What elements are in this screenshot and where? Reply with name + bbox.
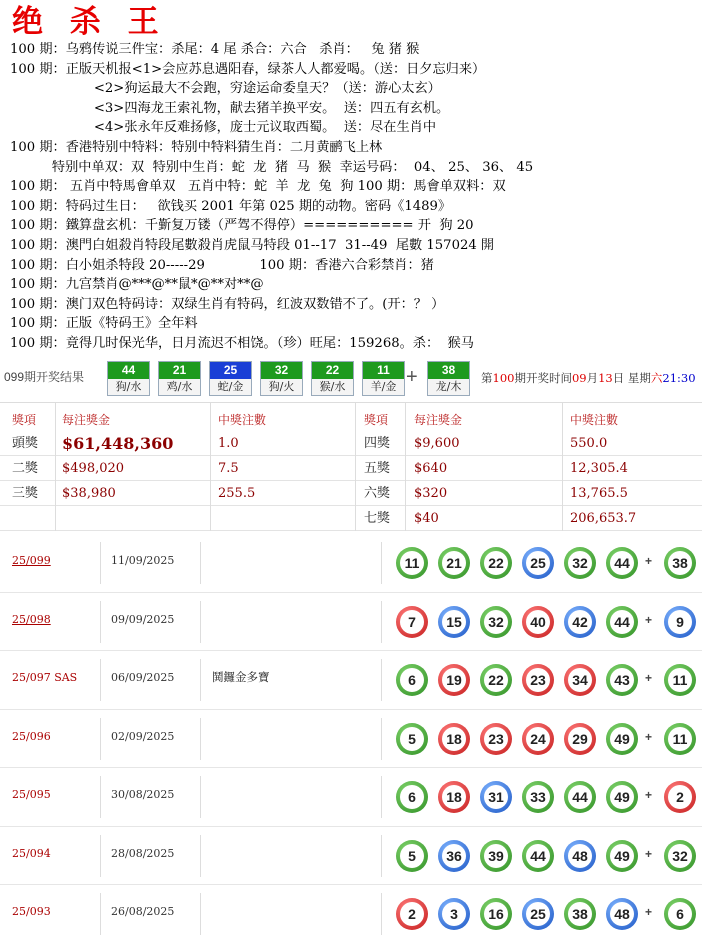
plus-sign: +: [645, 729, 653, 744]
ball-number: 32: [568, 551, 592, 575]
ball-number: 38: [668, 551, 692, 575]
lottery-ball: [522, 840, 554, 872]
column-divider: [200, 659, 201, 701]
prize-row: [0, 431, 702, 456]
ball-number: 15: [442, 610, 466, 634]
draw-ball-zodiac: 羊/金: [370, 380, 397, 393]
lottery-ball: [396, 547, 428, 579]
draw-ball-zodiac: 猴/水: [319, 380, 346, 393]
special-ball: [664, 547, 696, 579]
column-divider: [100, 542, 101, 584]
prize-amount: $640: [414, 461, 448, 476]
plus-sign: +: [645, 846, 653, 861]
prediction-line: 100 期：竟得几时保光华，日月流迟不相饶。（珍）旺尾：159268。杀： 猴马: [10, 335, 474, 351]
history-date: 06/09/2025: [111, 671, 175, 684]
ball-number: 44: [610, 610, 634, 634]
ball-number: 3: [442, 902, 466, 926]
history-issue-link[interactable]: 25/098: [12, 612, 51, 626]
draw-ball-number: 38: [428, 362, 469, 379]
prediction-line: 100 期：澳门双色特码诗：双绿生肖有特码，红波双数错不了。(开：？ ）: [10, 296, 445, 312]
prize-amount: $61,448,360: [62, 434, 174, 453]
prize-count: 7.5: [218, 461, 239, 476]
special-ball: [664, 664, 696, 696]
lottery-ball: [396, 781, 428, 813]
draw-label: 099期开奖结果: [4, 370, 85, 384]
plus-sign: +: [645, 612, 653, 627]
prize-amount: $498,020: [62, 461, 125, 476]
prize-count: 206,653.7: [570, 511, 637, 526]
lottery-ball: [438, 547, 470, 579]
special-ball: [664, 606, 696, 638]
history-row: [0, 885, 702, 937]
draw-ball-number: 44: [108, 362, 149, 379]
draw-ball-zodiac: 蛇/金: [217, 380, 244, 393]
history-note: 鬨鑼金多寶: [212, 670, 270, 684]
prediction-line: 特别中单双：双 特别中生肖：蛇 龙 猪 马 猴 幸运号码： 04、 25、 36、 45: [10, 159, 534, 175]
column-divider: [100, 835, 101, 877]
ball-number: 48: [568, 844, 592, 868]
prize-count: 1.0: [218, 436, 239, 451]
ball-number: 42: [568, 610, 592, 634]
lottery-ball: [564, 898, 596, 930]
prize-count: 550.0: [570, 436, 608, 451]
ball-number: 21: [442, 551, 466, 575]
plus-sign: +: [645, 554, 653, 568]
prize-row: [0, 506, 702, 531]
lottery-ball: [564, 547, 596, 579]
prize-header-count: 中獎注數: [218, 413, 267, 427]
prize-count: 13,765.5: [570, 486, 628, 501]
draw-ball-zodiac: 鸡/水: [166, 380, 193, 393]
ball-number: 49: [610, 727, 634, 751]
history-row: [0, 651, 702, 710]
history-date: 26/08/2025: [111, 905, 175, 918]
ball-number: 49: [610, 785, 634, 809]
column-divider: [100, 601, 101, 643]
lottery-ball: [438, 781, 470, 813]
history-row: [0, 768, 702, 827]
ball-number: 16: [484, 902, 508, 926]
lottery-ball: [606, 898, 638, 930]
lottery-ball: [396, 664, 428, 696]
history-issue-link[interactable]: 25/094: [12, 846, 51, 860]
ball-number: 38: [568, 902, 592, 926]
lottery-ball: [480, 840, 512, 872]
prize-grid-line: [405, 403, 406, 531]
ball-number: 6: [400, 668, 424, 692]
prize-amount: $9,600: [414, 436, 460, 451]
ball-number: 22: [484, 551, 508, 575]
lottery-ball: [522, 781, 554, 813]
prize-amount: $38,980: [62, 486, 116, 501]
history-date: 09/09/2025: [111, 612, 175, 626]
column-divider: [381, 659, 382, 701]
plus-sign: +: [645, 905, 653, 919]
history-row: [0, 710, 702, 769]
prediction-lines: [10, 40, 700, 354]
prize-header-amount: 每注獎金: [414, 413, 463, 427]
ball-number: 9: [668, 610, 692, 634]
draw-ball-zodiac: 狗/水: [115, 380, 142, 393]
lottery-ball: [522, 547, 554, 579]
prize-count: 255.5: [218, 486, 256, 501]
lottery-ball: [606, 547, 638, 579]
history-row: [0, 534, 702, 593]
lottery-ball: [438, 723, 470, 755]
ball-number: 6: [668, 902, 692, 926]
ball-number: 44: [610, 551, 634, 575]
prediction-line: 100 期：乌鸦传说三件宝：杀尾：4 尾 杀合：六合 杀肖： 兔 猪 猴: [10, 42, 420, 57]
ball-number: 23: [484, 727, 508, 751]
plus-sign: +: [645, 671, 653, 685]
ball-number: 34: [568, 668, 592, 692]
prediction-line: 100 期：白小姐杀特段 20-----29 100 期：香港六合彩禁肖：猪: [10, 257, 434, 273]
prize-name: 二獎: [12, 461, 39, 476]
lottery-ball: [396, 723, 428, 755]
ball-number: 44: [568, 785, 592, 809]
ball-number: 2: [668, 785, 692, 809]
ball-number: 31: [484, 785, 508, 809]
prediction-line: 100 期：香港特别中特料：特别中特料猜生肖：二月黄鹂飞上林: [10, 139, 383, 155]
lottery-ball: [564, 781, 596, 813]
ball-number: 44: [526, 844, 550, 868]
prize-amount: $40: [414, 511, 439, 526]
column-divider: [381, 542, 382, 584]
ball-number: 18: [442, 727, 466, 751]
ball-number: 18: [442, 785, 466, 809]
draw-ball: [260, 361, 303, 396]
draw-ball-number: 22: [312, 362, 353, 379]
prize-name: 六獎: [364, 486, 391, 501]
history-issue-link[interactable]: 25/097 SAS: [12, 671, 78, 684]
lottery-ball: [564, 664, 596, 696]
lottery-ball: [438, 840, 470, 872]
prediction-line: 100 期： 五肖中特馬會单双 五肖中特：蛇 羊 龙 兔 狗 100 期：馬會单双料：双: [10, 179, 506, 195]
ball-number: 25: [526, 902, 550, 926]
prize-amount: $320: [414, 486, 448, 501]
history-date: 02/09/2025: [111, 729, 175, 743]
prize-grid-line: [55, 403, 56, 531]
lottery-ball: [522, 723, 554, 755]
draw-ball: [362, 361, 405, 396]
ball-number: 33: [526, 785, 550, 809]
lottery-ball: [480, 664, 512, 696]
draw-ball: [311, 361, 354, 396]
draw-ball-number: 21: [159, 362, 200, 379]
prize-grid-line: [355, 403, 356, 531]
history-row: [0, 593, 702, 652]
prize-header-amount: 每注獎金: [62, 413, 111, 427]
draw-ball: [209, 361, 252, 396]
column-divider: [200, 893, 201, 935]
ball-number: 6: [400, 785, 424, 809]
prize-row: [0, 481, 702, 506]
history-issue-link[interactable]: 25/093: [12, 905, 51, 918]
prize-table: [0, 402, 702, 530]
plus-sign: +: [645, 788, 653, 802]
prediction-line: <2>狗运最大不会跑，穷途运命委皇天？（送：游心太玄）: [10, 81, 441, 97]
next-draw-info: 第100期开奖时间09月13日 星期六21:30: [481, 371, 696, 385]
prediction-line: 100 期：九宫禁肖@***@**鼠*@**对**@: [10, 277, 264, 293]
column-divider: [100, 659, 101, 701]
draw-ball-number: 32: [261, 362, 302, 379]
draw-ball: [158, 361, 201, 396]
lottery-ball: [606, 723, 638, 755]
prize-header-name: 獎項: [364, 413, 389, 427]
ball-number: 23: [526, 668, 550, 692]
column-divider: [200, 718, 201, 760]
lottery-ball: [564, 723, 596, 755]
special-ball: [664, 840, 696, 872]
lottery-ball: [522, 664, 554, 696]
history-date: 28/08/2025: [111, 846, 175, 860]
prize-name: 三獎: [12, 486, 39, 501]
lottery-ball: [480, 898, 512, 930]
ball-number: 32: [484, 610, 508, 634]
draw-ball-zodiac: 龙/木: [435, 380, 462, 393]
lottery-ball: [522, 898, 554, 930]
prize-name: 四獎: [364, 436, 391, 451]
prediction-line: <4>张永年反难扬修，庞士元议取西蜀。 送：尽在生肖中: [10, 120, 437, 136]
lottery-ball: [480, 781, 512, 813]
ball-number: 25: [526, 551, 550, 575]
lottery-ball: [438, 664, 470, 696]
ball-number: 24: [526, 727, 550, 751]
prize-name: 七獎: [364, 511, 391, 526]
column-divider: [381, 601, 382, 643]
history-row: [0, 827, 702, 886]
lottery-ball: [438, 606, 470, 638]
draw-ball-number: 25: [210, 362, 251, 379]
ball-number: 11: [668, 668, 692, 692]
lottery-ball: [606, 840, 638, 872]
prize-grid-line: [562, 403, 563, 531]
ball-number: 5: [400, 727, 424, 751]
ball-number: 22: [484, 668, 508, 692]
lottery-ball: [564, 840, 596, 872]
ball-number: 39: [484, 844, 508, 868]
lottery-ball: [396, 840, 428, 872]
lottery-ball: [606, 781, 638, 813]
ball-number: 11: [400, 551, 424, 575]
latest-draw-bar: [0, 360, 702, 398]
page-title: 绝 杀 王: [12, 4, 167, 40]
draw-ball-number: 11: [363, 362, 404, 379]
prize-name: 五獎: [364, 461, 391, 476]
ball-number: 5: [400, 844, 424, 868]
lottery-ball: [564, 606, 596, 638]
plus-sign: +: [406, 366, 418, 388]
prediction-line: 100 期：正版天机报<1>会应苏息遇阳春，绿茶人人都爱喝。（送：日夕忘归来）: [10, 61, 486, 77]
lottery-ball: [396, 898, 428, 930]
draw-ball-zodiac: 狗/火: [268, 380, 295, 393]
ball-number: 19: [442, 668, 466, 692]
prize-header-count: 中獎注數: [570, 413, 619, 427]
ball-number: 36: [442, 844, 466, 868]
lottery-ball: [606, 664, 638, 696]
lottery-ball: [606, 606, 638, 638]
draw-ball: [107, 361, 150, 396]
column-divider: [381, 893, 382, 935]
special-ball: [664, 781, 696, 813]
special-ball: [664, 898, 696, 930]
draw-special-ball: [427, 361, 470, 396]
history-date: 30/08/2025: [111, 788, 175, 801]
ball-number: 11: [668, 727, 692, 751]
ball-number: 2: [400, 902, 424, 926]
lottery-ball: [480, 723, 512, 755]
column-divider: [100, 718, 101, 760]
history-issue-link[interactable]: 25/095: [12, 788, 51, 801]
prize-header-name: 獎項: [12, 413, 37, 427]
prediction-line: 100 期：鐵算盘玄机：千斳复万镂（严驾不得停）========== 开 狗 20: [10, 218, 474, 234]
lottery-ball: [480, 606, 512, 638]
ball-number: 32: [668, 844, 692, 868]
prediction-line: 100 期：正版《特码王》全年料: [10, 316, 198, 332]
history-issue-link[interactable]: 25/099: [12, 554, 51, 567]
column-divider: [381, 718, 382, 760]
lottery-ball: [480, 547, 512, 579]
ball-number: 7: [400, 610, 424, 634]
prize-count: 12,305.4: [570, 461, 628, 476]
column-divider: [381, 835, 382, 877]
lottery-ball: [522, 606, 554, 638]
prediction-line: 100 期：特码过生日： 欲钱买 2001 年第 025 期的动物。密码《1489》: [10, 198, 452, 214]
column-divider: [100, 893, 101, 935]
history-issue-link[interactable]: 25/096: [12, 729, 51, 743]
column-divider: [381, 776, 382, 818]
lottery-ball: [438, 898, 470, 930]
column-divider: [100, 776, 101, 818]
prize-row: [0, 456, 702, 481]
special-ball: [664, 723, 696, 755]
ball-number: 43: [610, 668, 634, 692]
prize-name: 頭獎: [12, 436, 39, 451]
history-date: 11/09/2025: [111, 554, 175, 567]
ball-number: 40: [526, 610, 550, 634]
column-divider: [200, 542, 201, 584]
ball-number: 49: [610, 844, 634, 868]
column-divider: [200, 776, 201, 818]
prediction-line: 100 期：澳門白姐殺肖特段尾數殺肖虎鼠马特段 01--17 31--49 尾數 157024 開: [10, 237, 495, 253]
ball-number: 29: [568, 727, 592, 751]
prize-grid-line: [210, 403, 211, 531]
ball-number: 48: [610, 902, 634, 926]
column-divider: [200, 601, 201, 643]
prediction-line: <3>四海龙王索礼物，献去猪羊换平安。 送：四五有玄机。: [10, 100, 450, 116]
lottery-ball: [396, 606, 428, 638]
column-divider: [200, 835, 201, 877]
